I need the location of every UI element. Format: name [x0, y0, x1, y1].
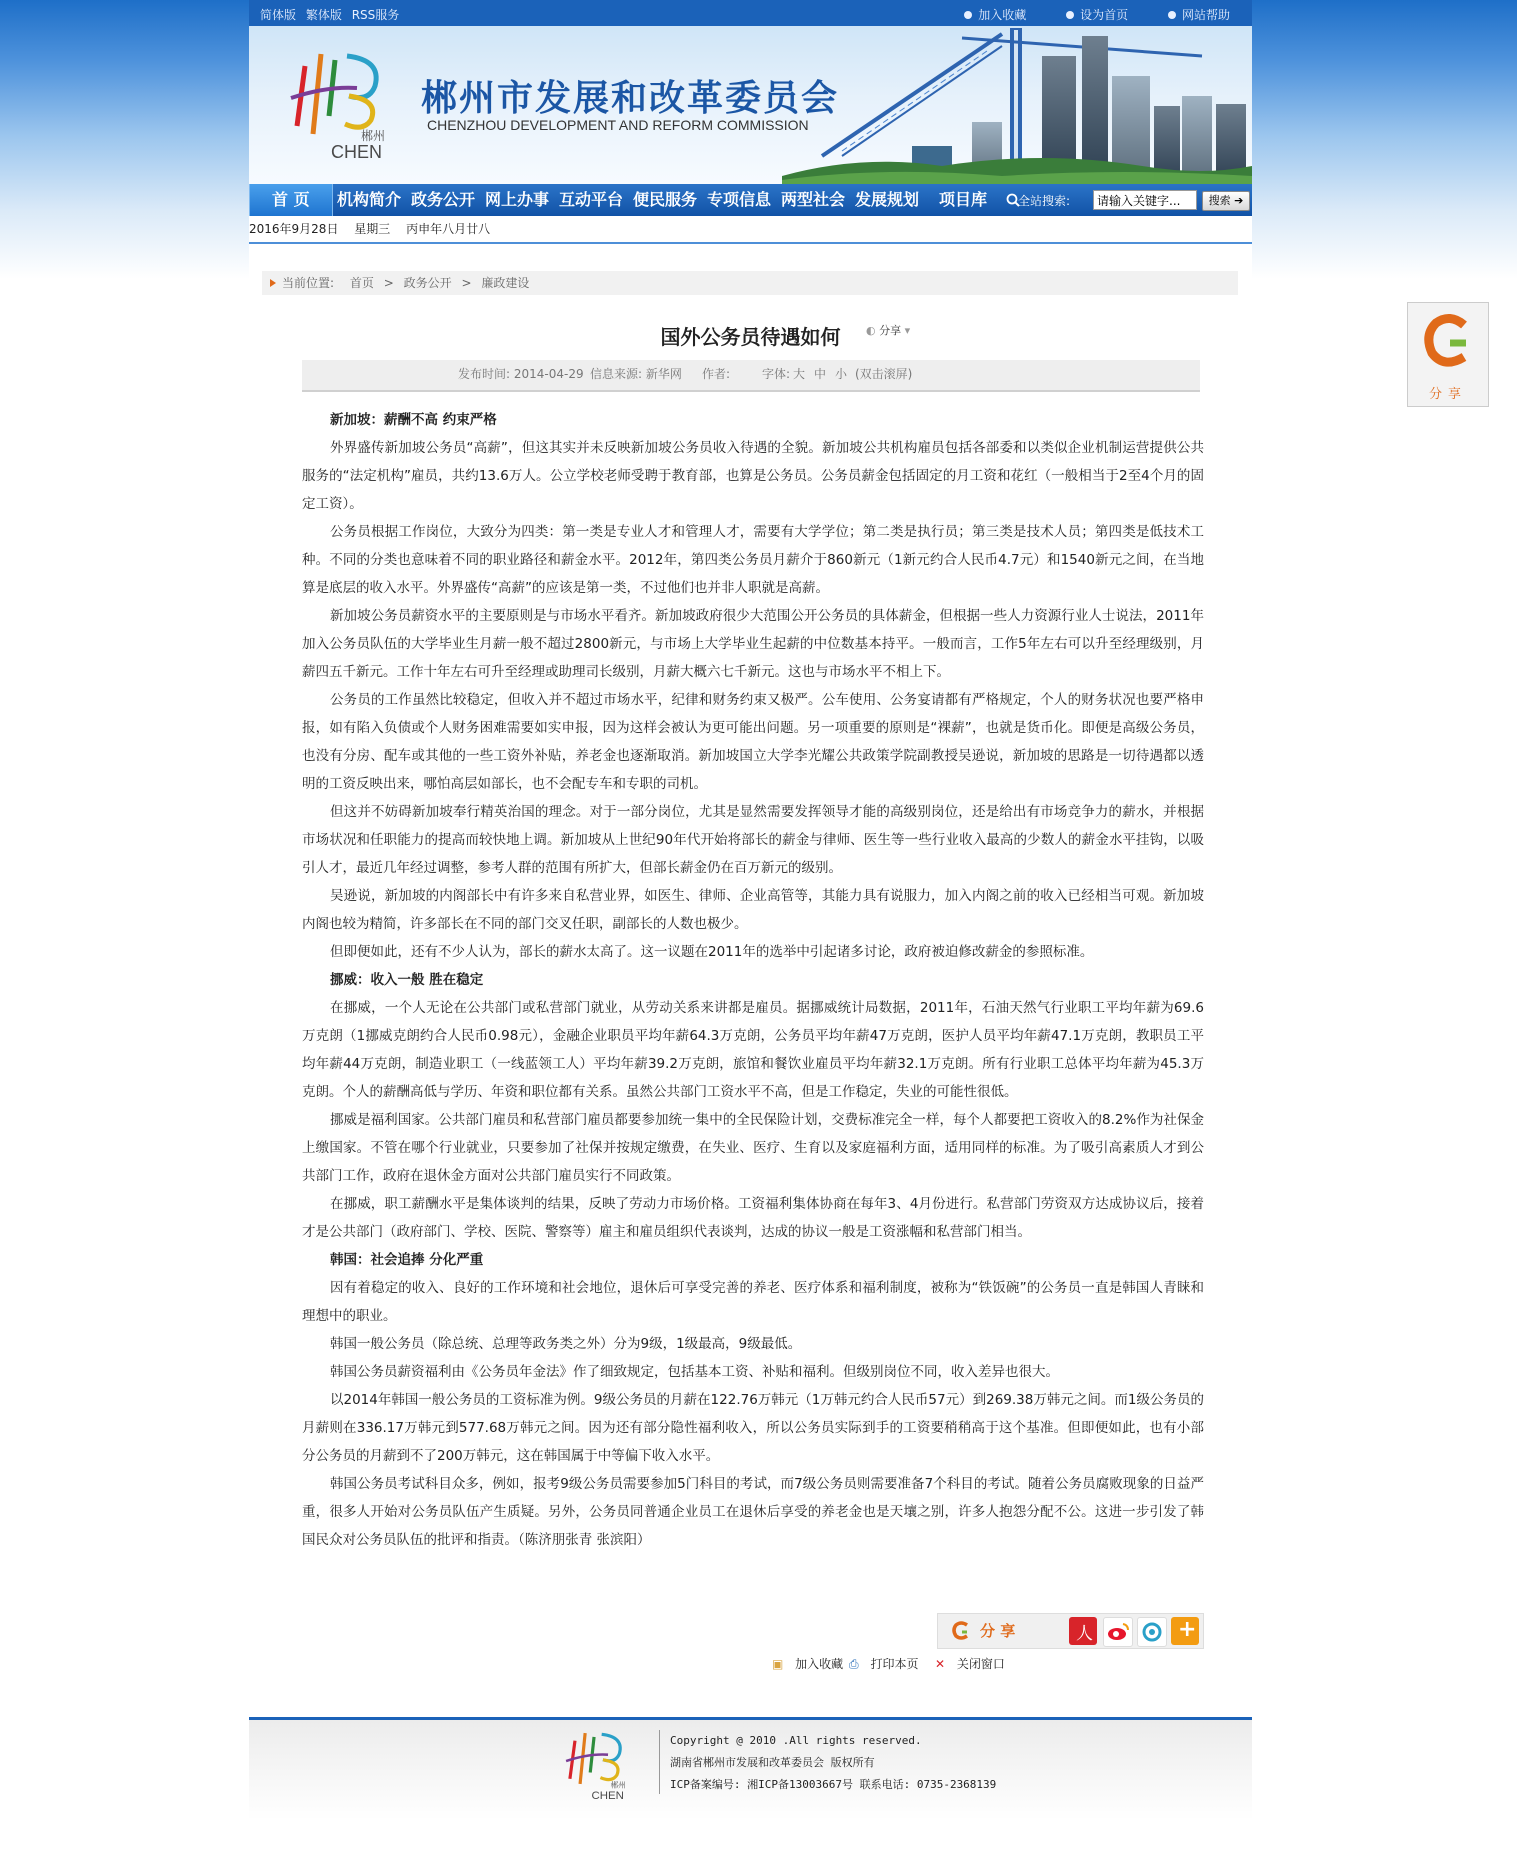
search-input[interactable]	[1093, 190, 1197, 210]
nav-convenience[interactable]: 便民服务	[633, 190, 698, 209]
share-logo-icon	[950, 1620, 972, 1642]
icp-info: ICP备案编号: 湘ICP备13003667号 联系电话: 0735-2368139	[670, 1778, 997, 1791]
article-paragraph: 以2014年韩国一般公务员的工资标准为例。9级公务员的月薪在122.76万韩元（1万韩元约合人民币57元）到269.38万韩元之间。而1级公务员的月薪则在336.17万韩元到577.68万韩元之间。因为还有部分隐性福利收入，所以公务员实际到手的工资要稍稍高于这个基准。但即便如此，也有小部分公务员的月薪到不了200万韩元，这在韩国属于中等偏下收入水平。	[302, 1392, 1204, 1464]
gregorian-date: 2016年9月28日	[249, 222, 339, 236]
close-icon: ✕	[935, 1657, 946, 1671]
search-label: 全站搜索:	[1018, 194, 1071, 208]
breadcrumb-current[interactable]: 廉政建设	[481, 276, 530, 290]
page-container	[249, 0, 1252, 1855]
bullet-icon	[1168, 11, 1176, 19]
search-button[interactable]: 搜索 ➔	[1202, 191, 1250, 211]
nav-online-services[interactable]: 网上办事	[485, 190, 550, 209]
site-help-link[interactable]: 网站帮助	[1168, 8, 1230, 22]
copyright: Copyright @ 2010 .All rights reserved.	[670, 1734, 922, 1747]
section-heading: 新加坡：薪酬不高 约束严格	[330, 412, 497, 428]
main-navigation	[249, 184, 1252, 216]
nav-interaction[interactable]: 互动平台	[559, 190, 624, 209]
breadcrumb-separator: >	[461, 276, 472, 290]
article-paragraph: 挪威是福利国家。公共部门雇员和私营部门雇员都要参加统一集中的全民保险计划，交费标准完全一样，每个人都要把工资收入的8.2%作为社保金上缴国家。不管在哪个行业就业，只要参加了社保并按规定缴费，在失业、医疗、生育以及家庭福利方面，适用同样的标准。为了吸引高素质人才到公共部门工作，政府在退休金方面对公共部门雇员实行不同政策。	[302, 1112, 1204, 1184]
article-paragraph: 外界盛传新加坡公务员“高薪”，但这其实并未反映新加坡公务员收入待遇的全貌。新加坡公共机构雇员包括各部委和以类似企业机制运营提供公共服务的“法定机构”雇员，共约13.6万人。公立学校老师受聘于教育部，也算是公务员。公务员薪金包括固定的月工资和花红（一般相当于2至4个月的固定工资）。	[302, 440, 1204, 512]
article-paragraph: 在挪威，一个人无论在公共部门或私营部门就业，从劳动关系来讲都是雇员。据挪威统计局数据，2011年，石油天然气行业职工平均年薪为69.6万克朗（1挪威克朗约合人民币0.98元），金融企业职员平均年薪64.3万克朗，公务员平均年薪47万克朗，医护人员平均年薪47.1万克朗，教职员工平均年薪44万克朗，制造业职工（一线蓝领工人）平均年薪39.2万克朗，旅馆和餐饮业雇员平均年薪32.1万克朗。所有行业职工总体平均年薪为45.3万克朗。个人的薪酬高低与学历、年资和职位都有关系。虽然公共部门工资水平不高，但是工作稳定，失业的可能性很低。	[302, 1000, 1204, 1100]
article-paragraph: 在挪威，职工薪酬水平是集体谈判的结果，反映了劳动力市场价格。工资福利集体协商在每年3、4月份进行。私营部门劳资双方达成协议后，接着才是公共部门（政府部门、学校、医院、警察等）雇主和雇员组织代表谈判，达成的协议一般是工资涨幅和私营部门相当。	[302, 1196, 1204, 1240]
article-title: 国外公务员待遇如何	[660, 325, 841, 349]
bullet-icon	[964, 11, 972, 19]
arrow-right-icon: ➔	[1234, 194, 1244, 207]
renren-share-icon[interactable]: 人	[1069, 1617, 1097, 1645]
floating-share-label: 分享	[1428, 387, 1467, 402]
date-bar	[249, 220, 502, 237]
font-large-button[interactable]: 大	[793, 367, 806, 381]
article-paragraph: 新加坡公务员薪资水平的主要原则是与市场水平看齐。新加坡政府很少大范围公开公务员的具体薪金，但根据一些人力资源行业人士说法，2011年加入公务员队伍的大学毕业生月薪一般不超过2800新元，与市场上大学毕业生起薪的中位数基本持平。一般而言，工作5年左右可以升至经理级别，月薪四五千新元。工作十年左右可升至经理或助理司长级别，月薪大概六七千新元。这也与市场水平不相上下。	[302, 608, 1204, 680]
close-window-tool[interactable]: ✕ 关闭窗口	[935, 1657, 1005, 1671]
nav-home[interactable]: 首 页	[249, 184, 333, 216]
print-icon: ⎙	[849, 1657, 859, 1671]
section-heading: 韩国：社会追捧 分化严重	[330, 1252, 484, 1268]
print-tool[interactable]: ⎙ 打印本页	[849, 1657, 919, 1671]
publish-time: 发布时间: 2014-04-29	[458, 367, 584, 381]
article-meta	[302, 360, 1200, 392]
section-heading: 挪威：收入一般 胜在稳定	[330, 972, 484, 988]
site-subtitle: CHENZHOU DEVELOPMENT AND REFORM COMMISSION	[427, 117, 809, 133]
article-paragraph: 吴逊说，新加坡的内阁部长中有许多来自私营业界，如医生、律师、企业高管等，其能力具有说服力，加入内阁之前的收入已经相当可观。新加坡内阁也较为精简，许多部长在不同的部门交叉任职，副部长的人数也极少。	[302, 888, 1204, 932]
chevron-down-icon: ▾	[904, 324, 911, 337]
lunar-date: 丙申年八月廿八	[406, 222, 491, 236]
nav-two-type-society[interactable]: 两型社会	[781, 190, 846, 209]
add-favorite-link[interactable]: 加入收藏	[964, 8, 1026, 22]
footer-text	[670, 1730, 996, 1796]
arrow-icon	[270, 279, 276, 287]
svg-text:CHEN: CHEN	[591, 1790, 624, 1803]
font-medium-button[interactable]: 中	[814, 367, 827, 381]
article-paragraph: 韩国一般公务员（除总统、总理等政务类之外）分为9级，1级最高，9级最低。	[330, 1336, 802, 1352]
svg-text:郴州: 郴州	[361, 129, 386, 143]
simplified-link[interactable]: 简体版	[260, 8, 297, 22]
traditional-link[interactable]: 繁体版	[305, 8, 342, 22]
plus-more-icon[interactable]: +	[1171, 1617, 1199, 1645]
top-utility-bar	[249, 0, 1252, 26]
breadcrumb-gov-affairs[interactable]: 政务公开	[403, 276, 452, 290]
site-footer	[249, 1720, 1252, 1820]
breadcrumb-home[interactable]: 首页	[349, 276, 374, 290]
weibo-share-icon[interactable]	[1103, 1617, 1133, 1647]
article-paragraph: 但即便如此，还有不少人认为，部长的薪水太高了。这一议题在2011年的选举中引起诸多讨论，政府被迫修改薪金的参照标准。	[330, 944, 1094, 960]
breadcrumb-label: 当前位置:	[282, 276, 335, 290]
share-bar	[937, 1613, 1204, 1649]
rss-link[interactable]: RSS服务	[351, 8, 400, 22]
chenzhou-logo[interactable]	[287, 46, 397, 164]
bullet-icon	[1066, 11, 1074, 19]
site-banner	[249, 26, 1252, 184]
divider	[249, 242, 1252, 244]
double-click-scroll: (双击滚屏)	[855, 367, 913, 381]
owner: 湖南省郴州市发展和改革委员会 版权所有	[670, 1756, 875, 1769]
city-skyline-illustration	[782, 26, 1252, 184]
share-label: 分 享	[980, 1622, 1016, 1640]
footer-logo	[556, 1728, 641, 1803]
breadcrumb-separator: >	[383, 276, 394, 290]
font-size-label: 字体:	[762, 367, 791, 381]
article-paragraph: 韩国公务员考试科目众多，例如，报考9级公务员需要参加5门科目的考试，而7级公务员则需要准备7个科目的考试。随着公务员腐败现象的日益严重，很多人开始对公务员队伍产生质疑。另外，公务员同普通企业员工在退休后享受的养老金也是天壤之别，许多人抱怨分配不公。这进一步引发了韩国民众对公务员队伍的批评和指责。（陈济朋张青 张滨阳）	[302, 1476, 1204, 1548]
article-paragraph: 公务员根据工作岗位，大致分为四类：第一类是专业人才和管理人才，需要有大学学位；第二类是执行员；第三类是技术人员；第四类是低技术工种。不同的分类也意味着不同的职业路径和薪金水平。2012年，第四类公务员月薪介于860新元（1新元约合人民币4.7元）和1540新元之间，在当地算是底层的收入水平。外界盛传“高薪”的应该是第一类，不过他们也并非人职就是高薪。	[302, 524, 1204, 596]
breadcrumb	[262, 271, 1238, 295]
svg-text:CHEN: CHEN	[331, 142, 383, 162]
nav-special-info[interactable]: 专项信息	[707, 190, 772, 209]
footer-separator	[659, 1730, 660, 1794]
article-paragraph: 因有着稳定的收入、良好的工作环境和社会地位，退休后可享受完善的养老、医疗体系和福利制度，被称为“铁饭碗”的公务员一直是韩国人青睐和理想中的职业。	[302, 1280, 1204, 1324]
weekday: 星期三	[354, 222, 391, 236]
author: 作者:	[702, 367, 731, 381]
svg-text:郴州: 郴州	[610, 1780, 626, 1790]
article-paragraph: 韩国公务员薪资福利由《公务员年金法》作了细致规定，包括基本工资、补贴和福利。但级别岗位不同，收入差异也很大。	[330, 1364, 1059, 1380]
tencent-share-icon[interactable]	[1137, 1617, 1167, 1647]
add-favorite-tool[interactable]: ▣ 加入收藏	[772, 1657, 844, 1671]
nav-government-affairs[interactable]: 政务公开	[411, 190, 476, 209]
nav-about[interactable]: 机构简介	[337, 190, 402, 209]
article-body	[302, 406, 1204, 1554]
article-paragraph: 公务员的工作虽然比较稳定，但收入并不超过市场水平，纪律和财务约束又极严。公车使用、公务宴请都有严格规定，个人的财务状况也要严格申报，如有陷入负债或个人财务困难需要如实申报，因为这样会被认为更可能出问题。另一项重要的原则是“裸薪”，也就是货币化。即便是高级公务员，也没有分房、配车或其他的一些工资外补贴，养老金也逐渐取消。新加坡国立大学李光耀公共政策学院副教授吴逊说，新加坡的思路是一切待遇都以透明的工资反映出来，哪怕高层如部长，也不会配专车和专职的司机。	[302, 692, 1204, 792]
share-logo-icon	[1420, 313, 1476, 373]
nav-project-library[interactable]: 项目库	[939, 190, 988, 209]
share-dropdown[interactable]: ◐ 分享 ▾	[866, 324, 911, 337]
font-small-button[interactable]: 小	[835, 367, 848, 381]
info-source: 信息来源: 新华网	[590, 367, 682, 381]
floating-share-button[interactable]	[1407, 302, 1489, 407]
favorite-icon: ▣	[772, 1657, 784, 1671]
article-paragraph: 但这并不妨碍新加坡奉行精英治国的理念。对于一部分岗位，尤其是显然需要发挥领导才能的高级别岗位，还是给出有市场竞争力的薪水，并根据市场状况和任职能力的提高而较快地上调。新加坡从上世纪90年代开始将部长的薪金与律师、医生等一些行业收入最高的少数人的薪金水平挂钩，以吸引人才，最近几年经过调整，参考人群的范围有所扩大，但部长薪金仍在百万新元的级别。	[302, 804, 1204, 876]
nav-development-plan[interactable]: 发展规划	[855, 190, 920, 209]
set-homepage-link[interactable]: 设为首页	[1066, 8, 1128, 22]
share-icon: ◐	[866, 324, 876, 337]
site-title: 郴州市发展和改革委员会	[421, 78, 840, 119]
